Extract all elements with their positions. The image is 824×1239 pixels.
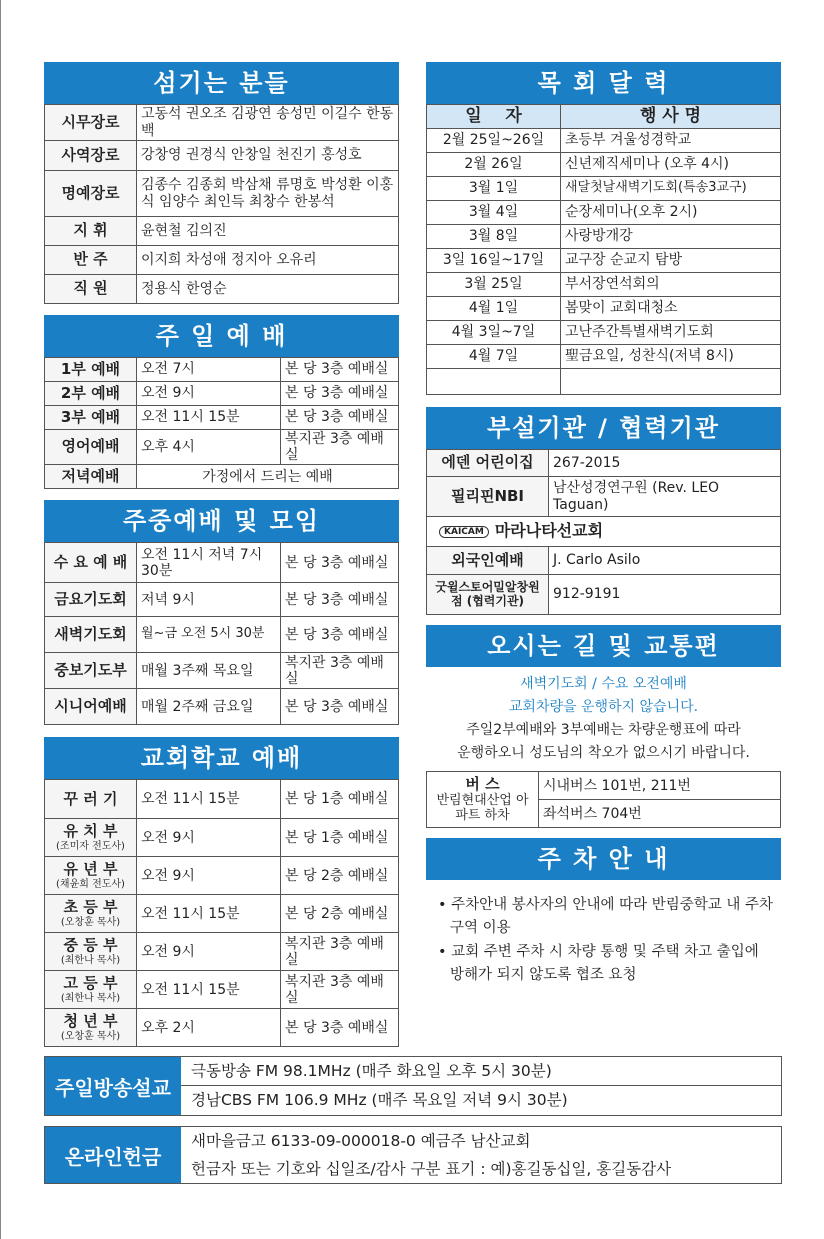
school-label	[45, 1009, 137, 1047]
school-label	[45, 971, 137, 1009]
affiliate-value: 912-9191	[549, 575, 781, 615]
serving-value: 고동석 권오조 김광연 송성민 이길수 한동백	[137, 105, 399, 141]
sunday-label: 2부 예배	[45, 382, 137, 406]
weekday-table	[44, 542, 399, 725]
calendar-date: 3월 25일	[427, 273, 561, 297]
calendar-event: 봄맞이 교회대청소	[561, 297, 781, 321]
broadcast-line: 경남CBS FM 106.9 MHz (매주 목요일 저녁 9시 30분)	[181, 1085, 781, 1113]
school-label	[45, 780, 137, 819]
right-column	[426, 62, 781, 988]
online-line: 헌금자 또는 기호와 십일조/감사 구분 표기 : 예)홍길동십일, 홍길동감사	[191, 1160, 672, 1178]
school-place: 본 당 2층 예배실	[281, 857, 399, 895]
serving-title: 섬기는 분들	[44, 62, 399, 104]
school-place: 복지관 3층 예배실	[281, 971, 399, 1009]
serving-value: 이지희 차성애 정지아 오유리	[137, 246, 399, 275]
broadcast-lines	[181, 1057, 781, 1115]
notice-line: 주일2부예배와 3부예배는 차량운행표에 따라	[466, 722, 741, 739]
school-place: 본 당 2층 예배실	[281, 895, 399, 933]
sunday-place: 본 당 3층 예배실	[281, 406, 399, 430]
school-leader: (조미자 전도사)	[56, 840, 125, 852]
weekday-label: 금요기도회	[45, 583, 137, 617]
sunday-label: 3부 예배	[45, 406, 137, 430]
calendar-event: 교구장 순교지 탐방	[561, 249, 781, 273]
left-column	[44, 62, 399, 1047]
weekday-label: 수 요 예 배	[45, 543, 137, 583]
calendar-date: 3일 16일~17일	[427, 249, 561, 273]
school-time: 오전 9시	[137, 857, 281, 895]
calendar-date: 4월 7일	[427, 345, 561, 369]
directions-title: 오시는 길 및 교통편	[426, 625, 781, 667]
serving-label: 명예장로	[45, 171, 137, 217]
parking-title: 주 차 안 내	[426, 838, 781, 880]
calendar-date: 3월 8일	[427, 225, 561, 249]
weekday-place: 본 당 3층 예배실	[281, 617, 399, 653]
weekday-label: 중보기도부	[45, 653, 137, 689]
calendar-event: 신년제직세미나 (오후 4시)	[561, 153, 781, 177]
serving-label: 사역장로	[45, 141, 137, 171]
serving-value: 정용식 한영순	[137, 275, 399, 304]
school-leader: (오창훈 목사)	[60, 916, 121, 928]
school-place: 본 당 1층 예배실	[281, 819, 399, 857]
online-lines	[181, 1127, 781, 1183]
weekday-place: 복지관 3층 예배실	[281, 653, 399, 689]
affiliate-label: 굿윌스토어밀알창원점 (협력기관)	[427, 575, 549, 615]
sunday-place: 본 당 3층 예배실	[281, 382, 399, 406]
school-title: 교회학교 예배	[44, 737, 399, 779]
serving-label: 반 주	[45, 246, 137, 275]
weekday-place: 본 당 3층 예배실	[281, 543, 399, 583]
affiliate-value: 267-2015	[549, 450, 781, 477]
sunday-place: 복지관 3층 예배실	[281, 430, 399, 465]
school-time: 오전 11시 15분	[137, 780, 281, 819]
calendar-date: 2월 26일	[427, 153, 561, 177]
school-dept: 꾸 러 기	[63, 789, 118, 808]
calendar-event: 사랑방개강	[561, 225, 781, 249]
calendar-table	[426, 104, 781, 395]
school-dept: 청 년 부	[63, 1012, 118, 1031]
calendar-event: 고난주간특별새벽기도회	[561, 321, 781, 345]
school-leader: (채윤희 전도사)	[56, 878, 125, 890]
sunday-time: 오전 7시	[137, 358, 281, 382]
school-time: 오전 9시	[137, 933, 281, 971]
serving-label: 직 원	[45, 275, 137, 304]
directions-notice	[426, 667, 781, 771]
affiliate-label: 외국인예배	[427, 547, 549, 575]
serving-value: 윤현철 김의진	[137, 217, 399, 246]
bus-table	[426, 771, 781, 828]
school-time: 오전 9시	[137, 819, 281, 857]
affiliates-table	[426, 449, 781, 615]
school-label	[45, 857, 137, 895]
parking-item: • 교회 주변 주차 시 차량 통행 및 주택 차고 출입에 방해가 되지 않도록 협조 요청	[438, 944, 759, 983]
serving-table	[44, 104, 399, 304]
weekday-place: 본 당 3층 예배실	[281, 583, 399, 617]
serving-value: 김종수 김종회 박삼채 류명호 박성환 이홍식 임양수 최인득 최창수 한봉석	[137, 171, 399, 217]
school-dept: 유 년 부	[63, 860, 118, 879]
sunday-place: 본 당 3층 예배실	[281, 358, 399, 382]
calendar-date	[427, 369, 561, 395]
online-line: 새마을금고 6133-09-000018-0 예금주 남산교회	[191, 1132, 531, 1150]
affiliates-title: 부설기관 / 협력기관	[426, 407, 781, 449]
school-label	[45, 895, 137, 933]
parking-list	[426, 880, 781, 986]
bus-stop: 반림현대산업 아파트 하차	[436, 792, 529, 823]
school-table	[44, 779, 399, 1047]
bus-route: 좌석버스 704번	[539, 800, 781, 828]
calendar-date: 4월 1일	[427, 297, 561, 321]
calendar-col-date: 일 자	[427, 105, 561, 129]
notice-line: 새벽기도회 / 수요 오전예배	[520, 676, 687, 692]
calendar-event: 부서장연석회의	[561, 273, 781, 297]
school-place: 본 당 1층 예배실	[281, 780, 399, 819]
calendar-event	[561, 369, 781, 395]
mission-row	[427, 517, 781, 547]
school-time: 오전 11시 15분	[137, 971, 281, 1009]
evening-value: 가정에서 드리는 예배	[137, 465, 399, 489]
sunday-table	[44, 357, 399, 489]
calendar-date: 2월 25일~26일	[427, 129, 561, 153]
page-border-line	[0, 0, 1, 1239]
weekday-label: 새벽기도회	[45, 617, 137, 653]
mission-name: 마라나타선교회	[494, 521, 604, 541]
parking-item: • 주차안내 봉사자의 안내에 따라 반림중학교 내 주차구역 이용	[438, 897, 773, 936]
calendar-col-event: 행 사 명	[561, 105, 781, 129]
broadcast-label: 주일방송설교	[45, 1057, 181, 1115]
online-label: 온라인헌금	[45, 1127, 181, 1183]
evening-label: 저녁예배	[45, 465, 137, 489]
school-dept: 초 등 부	[63, 898, 118, 917]
school-leader: (최한나 목사)	[60, 954, 121, 966]
sunday-time: 오전 9시	[137, 382, 281, 406]
sunday-label: 1부 예배	[45, 358, 137, 382]
school-leader: (최한나 목사)	[60, 992, 121, 1004]
broadcast-box	[44, 1056, 782, 1116]
school-place: 복지관 3층 예배실	[281, 933, 399, 971]
weekday-place: 본 당 3층 예배실	[281, 689, 399, 725]
affiliate-label: 에덴 어린이집	[427, 450, 549, 477]
calendar-date: 4월 3일~7일	[427, 321, 561, 345]
calendar-event: 새달첫날새벽기도회(특송3교구)	[561, 177, 781, 201]
school-dept: 중 등 부	[63, 936, 118, 955]
calendar-title: 목 회 달 력	[426, 62, 781, 104]
calendar-event: 순장세미나(오후 2시)	[561, 201, 781, 225]
school-leader: (오창훈 목사)	[60, 1030, 121, 1042]
calendar-date: 3월 1일	[427, 177, 561, 201]
kaicam-logo: KAICAM	[439, 526, 489, 538]
notice-line: 운행하오니 성도님의 착오가 없으시기 바랍니다.	[457, 745, 750, 762]
affiliate-value: 남산성경연구원 (Rev. LEO Taguan)	[549, 477, 781, 517]
affiliate-value: J. Carlo Asilo	[549, 547, 781, 575]
school-place: 본 당 3층 예배실	[281, 1009, 399, 1047]
calendar-event: 초등부 겨울성경학교	[561, 129, 781, 153]
weekday-title: 주중예배 및 모임	[44, 500, 399, 542]
broadcast-line: 극동방송 FM 98.1MHz (매주 화요일 오후 5시 30분)	[191, 1062, 552, 1080]
online-offering-box	[44, 1126, 782, 1184]
calendar-event: 聖금요일, 성찬식(저녁 8시)	[561, 345, 781, 369]
weekday-time: 매월 2주째 금요일	[137, 689, 281, 725]
serving-label: 지 휘	[45, 217, 137, 246]
weekday-time: 매월 3주째 목요일	[137, 653, 281, 689]
serving-label: 시무장로	[45, 105, 137, 141]
school-label	[45, 933, 137, 971]
sunday-label: 영어예배	[45, 430, 137, 465]
serving-value: 강창영 권경식 안창일 천진기 홍성호	[137, 141, 399, 171]
weekday-time: 오전 11시 저녁 7시 30분	[137, 543, 281, 583]
calendar-date: 3월 4일	[427, 201, 561, 225]
sunday-time: 오전 11시 15분	[137, 406, 281, 430]
sunday-time: 오후 4시	[137, 430, 281, 465]
notice-line: 교회차량을 운행하지 않습니다.	[508, 699, 699, 716]
school-dept: 고 등 부	[63, 974, 118, 993]
school-time: 오전 11시 15분	[137, 895, 281, 933]
bus-route: 시내버스 101번, 211번	[539, 772, 781, 800]
sunday-title: 주 일 예 배	[44, 315, 399, 357]
school-time: 오후 2시	[137, 1009, 281, 1047]
bus-label-cell	[427, 772, 539, 828]
bus-label: 버 스	[465, 775, 500, 794]
weekday-label: 시니어예배	[45, 689, 137, 725]
weekday-time: 저녁 9시	[137, 583, 281, 617]
weekday-time: 월~금 오전 5시 30분	[137, 617, 281, 653]
school-dept: 유 치 부	[63, 822, 118, 841]
affiliate-label: 필리핀NBI	[427, 477, 549, 517]
school-label	[45, 819, 137, 857]
